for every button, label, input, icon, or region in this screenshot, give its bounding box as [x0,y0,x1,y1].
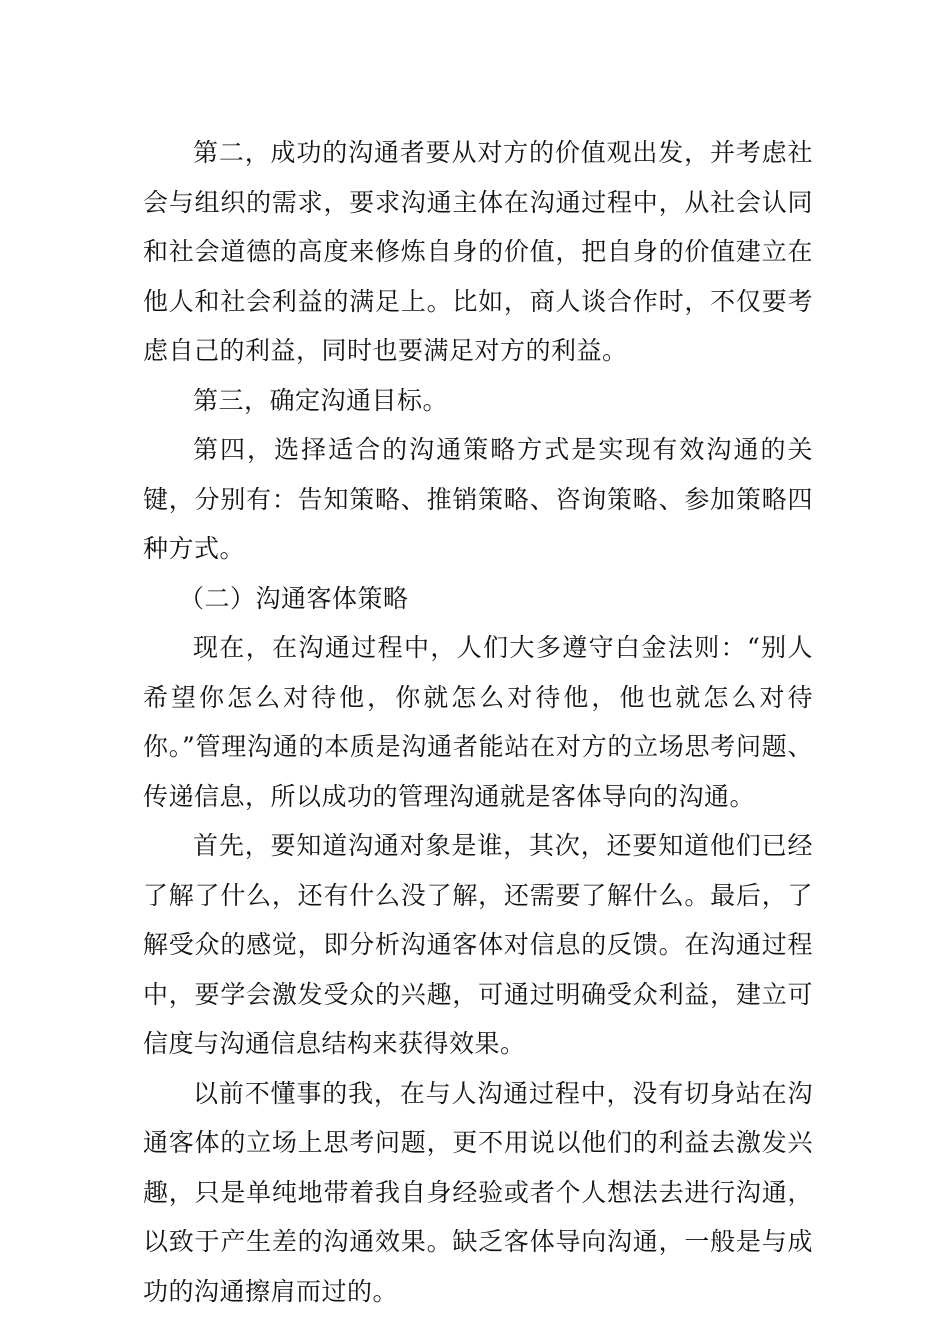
section-heading: （二）沟通客体策略 [179,583,409,613]
paragraph-fourth-point: 第四，选择适合的沟通策略方式是实现有效沟通的关键，分别有：告知策略、推销策略、咨询策略、参加策略四种方式。 [143,435,813,563]
paragraph-personal-reflection: 以前不懂事的我，在与人沟通过程中，没有切身站在沟通客体的立场上思考问题，更不用说以他们的利益去激发兴趣，只是单纯地带着我自身经验或者个人想法去进行沟通，以致于产生差的沟通效果。缺乏客体导向沟通，一般是与成功的沟通擦肩而过的。 [143,1078,813,1306]
paragraph-platinum-rule: 现在，在沟通过程中，人们大多遵守白金法则：“别人希望你怎么对待他，你就怎么对待他，他也就怎么对待你。”管理沟通的本质是沟通者能站在对方的立场思考问题、传递信息，所以成功的管理沟通就是客体导向的沟通。 [143,633,813,811]
paragraph-third-point: 第三，确定沟通目标。 [193,385,449,415]
paragraph-second-point: 第二，成功的沟通者要从对方的价值观出发，并考虑社会与组织的需求，要求沟通主体在沟通过程中，从社会认同和社会道德的高度来修炼自身的价值，把自身的价值建立在他人和社会利益的满足上。比如，商人谈合作时，不仅要考虑自己的利益，同时也要满足对方的利益。 [143,138,813,365]
paragraph-audience-analysis: 首先，要知道沟通对象是谁，其次，还要知道他们已经了解了什么，还有什么没了解，还需要了解什么。最后，了解受众的感觉，即分析沟通客体对信息的反馈。在沟通过程中，要学会激发受众的兴趣，可通过明确受众利益，建立可信度与沟通信息结构来获得效果。 [143,831,813,1058]
document-body [143,128,813,1316]
